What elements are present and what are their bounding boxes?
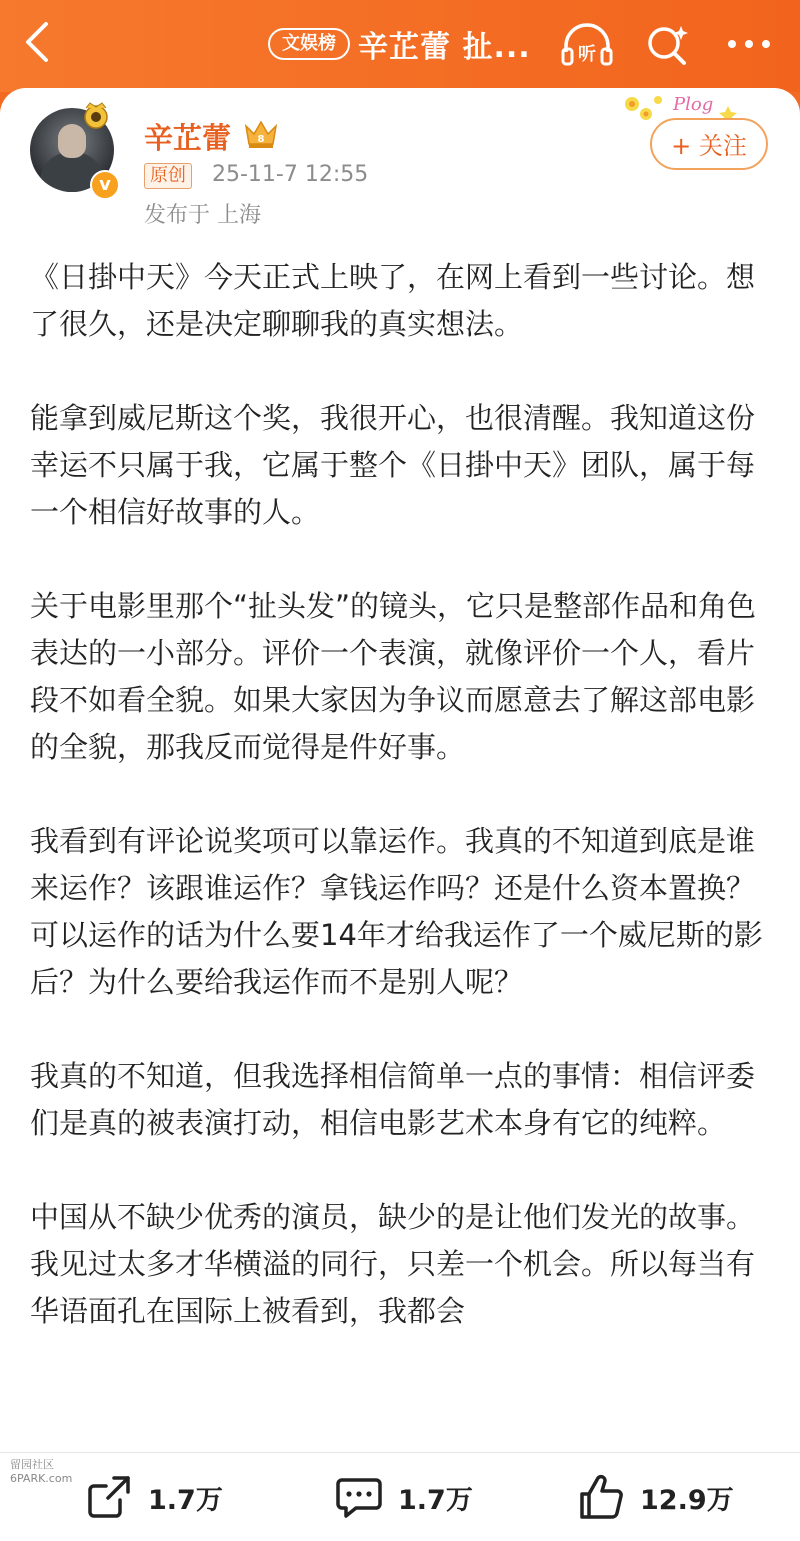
post-paragraph: 《日掛中天》今天正式上映了，在网上看到一些讨论。想了很久，还是决定聊聊我的真实想法。: [30, 260, 756, 341]
post-paragraph: 我看到有评论说奖项可以靠运作。我真的不知道到底是谁来运作？该跟谁运作？拿钱运作吗？还是什么资本置换？可以运作的话为什么要14年才给我运作了一个威尼斯的影后？为什么要给我运作而不是别人呢？: [30, 824, 763, 999]
more-options-icon[interactable]: [724, 24, 774, 64]
thumbs-up-icon: [576, 1472, 626, 1522]
watermark: 留园社区 6PARK.com: [10, 1458, 73, 1485]
listen-label: 听: [578, 44, 596, 65]
share-count: 1.7万: [148, 1484, 223, 1516]
svg-text:Plog: Plog: [673, 94, 714, 115]
share-icon: [84, 1472, 134, 1522]
post-paragraph: 关于电影里那个“扯头发”的镜头，它只是整部作品和角色表达的一小部分。评价一个表演，就像评价一个人，看片段不如看全貌。如果大家因为争议而愿意去了解这部电影的全貌，那我反而觉得是件好事。: [30, 589, 757, 764]
post-card: [0, 88, 800, 1458]
share-button[interactable]: [84, 1471, 223, 1523]
post-paragraph: 能拿到威尼斯这个奖，我很开心，也很清醒。我知道这份幸运不只属于我，它属于整个《日掛中天》团队，属于每一个相信好故事的人。: [30, 401, 756, 529]
post-content: [30, 254, 775, 1382]
svg-text:8: 8: [257, 134, 265, 145]
page-title: 辛芷蕾 扯...: [358, 30, 531, 65]
avatar-crown-icon: [80, 102, 112, 130]
comment-button[interactable]: [334, 1471, 473, 1523]
like-button[interactable]: [576, 1471, 734, 1523]
post-timestamp: 25-11-7 12:55: [212, 162, 369, 187]
verified-badge-icon: v: [90, 170, 120, 200]
like-count: 12.9万: [640, 1484, 734, 1516]
follow-button[interactable]: + 关注: [650, 118, 768, 170]
back-arrow-icon[interactable]: [22, 20, 52, 64]
trending-list-tag[interactable]: 文娱榜: [268, 28, 350, 60]
username[interactable]: 辛芷蕾: [144, 121, 232, 155]
comment-count: 1.7万: [398, 1484, 473, 1516]
original-tag: 原创: [144, 163, 192, 189]
listen-headphones-icon[interactable]: [560, 22, 614, 68]
post-location: 发布于 上海: [144, 203, 261, 228]
action-bar: [0, 1452, 800, 1541]
post-paragraph: 中国从不缺少优秀的演员，缺少的是让他们发光的故事。我见过太多才华横溢的同行，只差一个机会。所以每当有华语面孔在国际上被看到，我都会: [30, 1200, 756, 1328]
search-icon[interactable]: [645, 22, 691, 68]
comment-icon: [334, 1472, 384, 1522]
crown-badge-icon: [242, 116, 280, 150]
post-paragraph: 我真的不知道，但我选择相信简单一点的事情：相信评委们是真的被表演打动，相信电影艺术本身有它的纯粹。: [30, 1059, 756, 1140]
top-navigation-bar: [0, 0, 800, 92]
